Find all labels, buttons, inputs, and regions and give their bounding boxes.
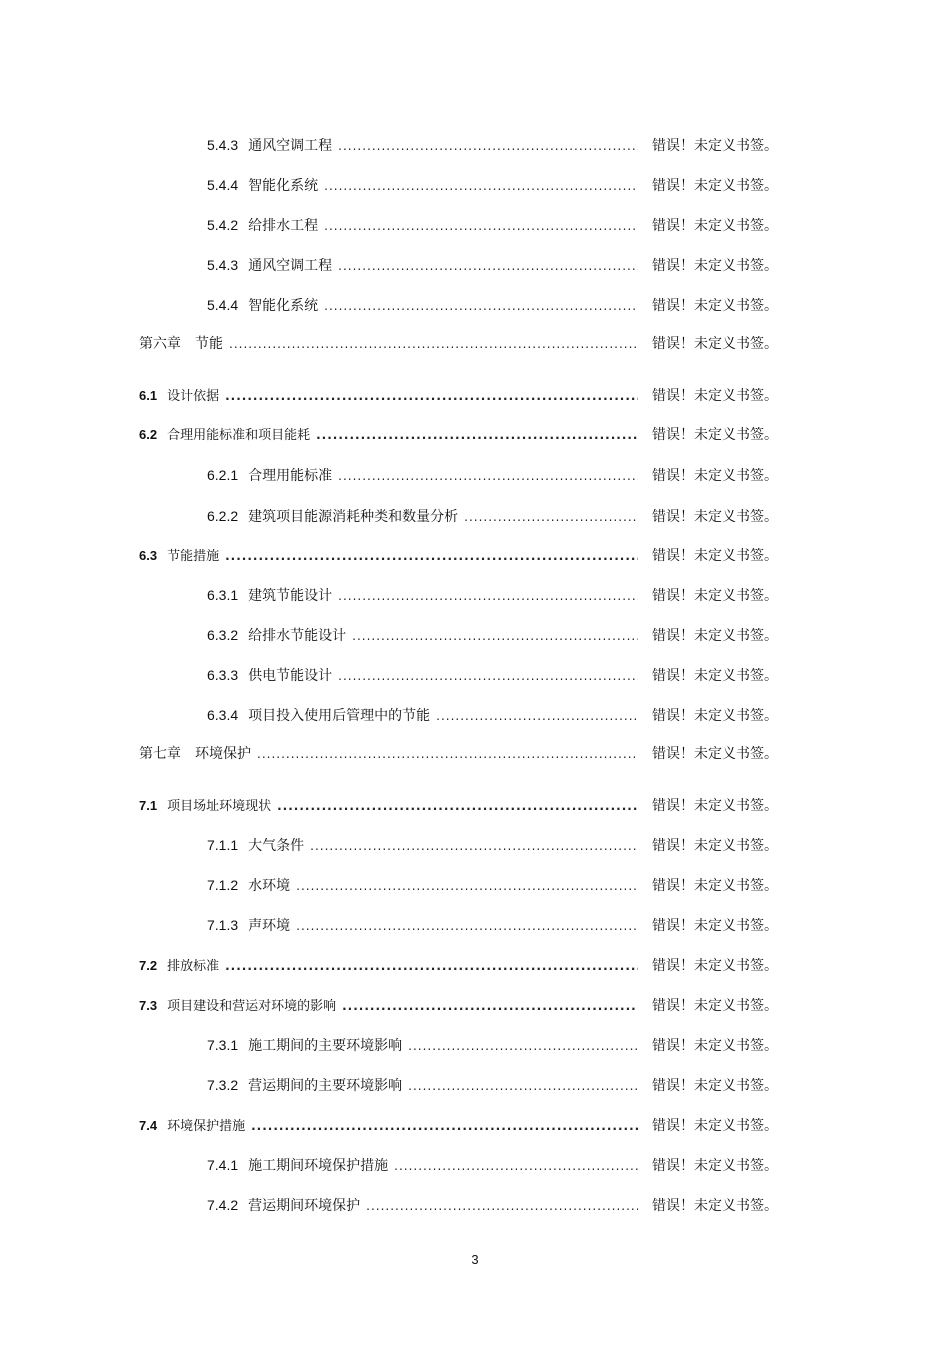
toc-leader-dots	[338, 589, 638, 603]
toc-entry-number: 7.4.2	[207, 1197, 239, 1213]
toc-entry[interactable]	[139, 995, 644, 1014]
toc-entry[interactable]	[207, 705, 644, 725]
toc-entry-number: 7.3	[139, 998, 158, 1013]
toc-leader-dots	[338, 469, 638, 483]
toc-entry-title: 营运期间环境保护	[248, 1198, 361, 1214]
toc-leader-dots	[324, 219, 638, 233]
toc-entry[interactable]	[207, 135, 644, 155]
toc-entry[interactable]	[207, 506, 644, 526]
toc-entry-number: 7.1	[139, 798, 158, 813]
toc-entry-title: 节能措施	[167, 549, 220, 564]
toc-entry-number: 5.4.3	[207, 257, 239, 273]
toc-entry-page-ref: 错误！未定义书签。	[652, 838, 778, 854]
toc-entry-page-ref: 错误！未定义书签。	[652, 388, 778, 404]
toc-entry[interactable]	[207, 1035, 644, 1055]
toc-entry-number: 7.1.1	[207, 837, 239, 853]
toc-entry[interactable]	[207, 585, 644, 605]
toc-leader-dots	[310, 839, 638, 853]
toc-entry-page-ref: 错误！未定义书签。	[652, 918, 778, 934]
toc-entry-number: 5.4.4	[207, 297, 239, 313]
toc-leader-dots	[296, 879, 638, 893]
toc-entry-title: 排放标准	[167, 959, 220, 974]
toc-entry-title: 营运期间的主要环境影响	[248, 1078, 403, 1094]
toc-entry-number: 7.1.3	[207, 917, 239, 933]
toc-entry-page-ref: 错误！未定义书签。	[652, 588, 778, 604]
toc-entry-title: 节能	[195, 336, 223, 352]
toc-entry-page-ref: 错误！未定义书签。	[652, 746, 778, 762]
toc-entry-page-ref: 错误！未定义书签。	[652, 708, 778, 724]
toc-entry[interactable]	[139, 385, 644, 404]
toc-entry-number: 6.2.2	[207, 508, 239, 524]
toc-entry-title: 施工期间的主要环境影响	[248, 1038, 403, 1054]
toc-leader-dots	[342, 999, 638, 1013]
toc-entry[interactable]	[207, 465, 644, 485]
toc-entry-page-ref: 错误！未定义书签。	[652, 1118, 778, 1134]
toc-leader-dots	[324, 179, 638, 193]
toc-entry-page-ref: 错误！未定义书签。	[652, 998, 778, 1014]
toc-entry-title: 设计依据	[167, 389, 220, 404]
toc-leader-dots	[338, 139, 638, 153]
toc-entry-page-ref: 错误！未定义书签。	[652, 138, 778, 154]
toc-entry-page-ref: 错误！未定义书签。	[652, 548, 778, 564]
toc-entry-title: 给排水工程	[248, 218, 319, 234]
toc-entry-title: 环境保护	[195, 746, 251, 762]
toc-entry-page-ref: 错误！未定义书签。	[652, 258, 778, 274]
page-number: 3	[471, 1252, 479, 1267]
toc-leader-dots	[408, 1039, 638, 1053]
toc-entry-page-ref: 错误！未定义书签。	[652, 1038, 778, 1054]
toc-entry-page-ref: 错误！未定义书签。	[652, 628, 778, 644]
toc-leader-dots	[366, 1199, 638, 1213]
toc-entry-page-ref: 错误！未定义书签。	[652, 1198, 778, 1214]
toc-entry[interactable]	[139, 955, 644, 974]
toc-entry-page-ref: 错误！未定义书签。	[652, 298, 778, 314]
toc-leader-dots	[257, 747, 638, 761]
toc-entry-page-ref: 错误！未定义书签。	[652, 427, 778, 443]
toc-entry-number: 6.2.1	[207, 467, 239, 483]
toc-entry-number: 5.4.3	[207, 137, 239, 153]
toc-entry-number: 7.3.2	[207, 1077, 239, 1093]
toc-entry-number: 6.2	[139, 427, 158, 442]
toc-entry[interactable]	[139, 743, 644, 763]
toc-leader-dots	[225, 959, 638, 973]
toc-entry[interactable]	[139, 424, 644, 443]
toc-entry[interactable]	[139, 545, 644, 564]
toc-entry[interactable]	[207, 1155, 644, 1175]
toc-entry[interactable]	[207, 915, 644, 935]
toc-leader-dots	[225, 549, 638, 563]
toc-leader-dots	[338, 669, 638, 683]
toc-entry-number: 7.2	[139, 958, 158, 973]
toc-entry-title: 建筑节能设计	[248, 588, 333, 604]
toc-entry-number: 6.3	[139, 548, 158, 563]
toc-leader-dots	[408, 1079, 638, 1093]
toc-entry-title: 水环境	[248, 878, 291, 894]
toc-entry-page-ref: 错误！未定义书签。	[652, 178, 778, 194]
toc-entry-page-ref: 错误！未定义书签。	[652, 878, 778, 894]
toc-entry-page-ref: 错误！未定义书签。	[652, 336, 778, 352]
toc-entry-number: 第七章	[139, 745, 181, 761]
toc-entry-number: 第六章	[139, 335, 181, 351]
toc-leader-dots	[464, 510, 638, 524]
toc-leader-dots	[338, 259, 638, 273]
toc-entry-number: 7.4	[139, 1118, 158, 1133]
toc-entry-number: 5.4.4	[207, 177, 239, 193]
toc-entry-page-ref: 错误！未定义书签。	[652, 218, 778, 234]
toc-entry-number: 6.3.1	[207, 587, 239, 603]
toc-entry[interactable]	[207, 295, 644, 315]
toc-entry-title: 施工期间环境保护措施	[248, 1158, 389, 1174]
toc-entry[interactable]	[207, 1075, 644, 1095]
toc-entry-title: 合理用能标准和项目能耗	[167, 428, 311, 443]
toc-entry-title: 智能化系统	[248, 178, 319, 194]
toc-entry-page-ref: 错误！未定义书签。	[652, 1158, 778, 1174]
toc-entry[interactable]	[207, 835, 644, 855]
toc-leader-dots	[225, 389, 638, 403]
toc-leader-dots	[436, 709, 638, 723]
toc-leader-dots	[251, 1119, 638, 1133]
toc-leader-dots	[277, 799, 638, 813]
toc-entry-page-ref: 错误！未定义书签。	[652, 668, 778, 684]
toc-entry[interactable]	[139, 333, 644, 353]
toc-entry-title: 项目投入使用后管理中的节能	[248, 708, 431, 724]
toc-entry[interactable]	[139, 1115, 644, 1134]
toc-entry[interactable]	[207, 875, 644, 895]
toc-entry[interactable]	[139, 795, 644, 814]
toc-entry-page-ref: 错误！未定义书签。	[652, 509, 778, 525]
toc-entry-page-ref: 错误！未定义书签。	[652, 958, 778, 974]
toc-entry-title: 大气条件	[248, 838, 305, 854]
toc-entry-title: 合理用能标准	[248, 468, 333, 484]
toc-leader-dots	[352, 629, 638, 643]
toc-leader-dots	[316, 428, 638, 442]
toc-entry-number: 7.4.1	[207, 1157, 239, 1173]
toc-entry[interactable]	[207, 665, 644, 685]
toc-entry-number: 7.1.2	[207, 877, 239, 893]
toc-leader-dots	[229, 337, 638, 351]
toc-leader-dots	[296, 919, 638, 933]
toc-entry-number: 6.3.3	[207, 667, 239, 683]
toc-entry[interactable]	[207, 215, 644, 235]
toc-entry[interactable]	[207, 175, 644, 195]
toc-entry-title: 通风空调工程	[248, 258, 333, 274]
toc-entry[interactable]	[207, 255, 644, 275]
toc-entry-page-ref: 错误！未定义书签。	[652, 798, 778, 814]
toc-entry-title: 通风空调工程	[248, 138, 333, 154]
toc-leader-dots	[324, 299, 638, 313]
toc-entry-title: 项目场址环境现状	[167, 799, 272, 814]
toc-entry-title: 智能化系统	[248, 298, 319, 314]
toc-entry[interactable]	[207, 625, 644, 645]
toc-entry-title: 供电节能设计	[248, 668, 333, 684]
toc-entry[interactable]	[207, 1195, 644, 1215]
toc-entry-number: 6.3.4	[207, 707, 239, 723]
toc-entry-title: 环境保护措施	[167, 1119, 246, 1134]
toc-entry-number: 5.4.2	[207, 217, 239, 233]
toc-entry-page-ref: 错误！未定义书签。	[652, 468, 778, 484]
toc-entry-title: 建筑项目能源消耗种类和数量分析	[248, 509, 459, 525]
toc-entry-title: 声环境	[248, 918, 291, 934]
toc-entry-page-ref: 错误！未定义书签。	[652, 1078, 778, 1094]
toc-entry-number: 6.1	[139, 388, 158, 403]
toc-entry-title: 项目建设和营运对环境的影响	[167, 999, 337, 1014]
toc-entry-title: 给排水节能设计	[248, 628, 347, 644]
toc-entry-number: 7.3.1	[207, 1037, 239, 1053]
toc-leader-dots	[394, 1159, 638, 1173]
toc-entry-number: 6.3.2	[207, 627, 239, 643]
